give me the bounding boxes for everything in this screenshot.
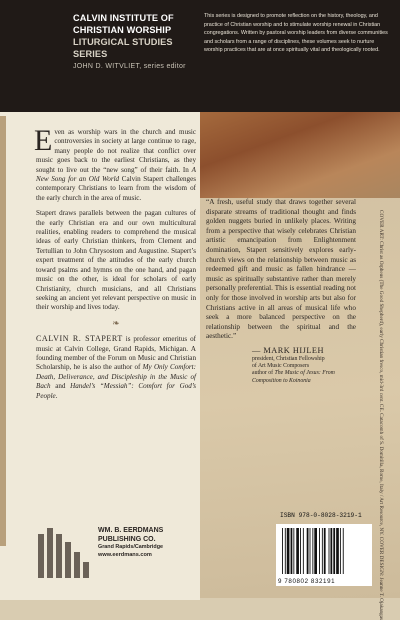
barcode-digits: 9 780802 832191: [278, 578, 336, 585]
endorsement-quote: [206, 198, 356, 385]
series-band: [0, 0, 400, 112]
quote-author: — MARK HIJLEH: [252, 345, 324, 355]
blurb-p1-book-title: A New Song for an Old World: [36, 165, 196, 184]
bio-end: .: [55, 391, 58, 400]
author-name: CALVIN R. STAPERT: [36, 334, 123, 344]
series-title-block: [73, 12, 203, 70]
author-bio: [36, 334, 196, 401]
bio-book-2: Handel’s “Messiah”: Comfort for God’s People: [36, 382, 197, 400]
bio-book-1: My Only Comfort: Death, Deliverance, and Discipleship in the Music of Bach: [36, 363, 196, 391]
series-editor: JOHN D. WITVLIET, series editor: [73, 63, 186, 70]
quote-affiliation-1: president, Christian Fellowship: [252, 355, 325, 362]
barcode-bar: [324, 528, 326, 574]
quote-affil-prefix: author of: [252, 370, 275, 377]
barcode-bar: [322, 528, 323, 574]
quote-affiliation-2: of Art Music Composers: [252, 362, 310, 369]
barcode-bar: [300, 528, 301, 574]
barcode-bar: [314, 528, 317, 574]
spine-strip: [0, 116, 6, 546]
publisher-city: Grand Rapids/Cambridge: [98, 544, 163, 550]
barcode-bar: [329, 528, 330, 574]
fresco-image: [200, 112, 400, 198]
blurb-p1-text: ven as worship wars in the church and music controversies in society at large continue to rage, many people do not realize that conflict over music goes back to the earliest Christians, as they sought to live out the “new song” of their faith. In: [36, 128, 196, 174]
barcode-bar: [293, 528, 294, 574]
back-cover-blurb: [34, 124, 197, 407]
blurb-p1-text-2: Calvin Stapert challenges contemporary Christians to learn from the wisdom of the early church in the area of music.: [36, 175, 196, 202]
bio-and: and: [50, 382, 71, 391]
barcode-bar: [330, 528, 332, 574]
barcode-bar: [340, 528, 341, 574]
barcode-area: [276, 524, 372, 586]
barcode-bar: [296, 528, 299, 574]
publisher-name-line-2: PUBLISHING CO.: [98, 536, 156, 543]
barcode-bar: [310, 528, 311, 574]
publisher-name-line-1: WM. B. EERDMANS: [98, 527, 164, 534]
barcode-bar: [291, 528, 293, 574]
barcode-bar: [303, 528, 304, 574]
barcode-icon: [276, 524, 372, 578]
series-title-line-2: CHRISTIAN WORSHIP: [73, 25, 172, 35]
publisher-url: www.eerdmans.com: [98, 552, 152, 558]
eerdmans-logo-icon: [36, 522, 94, 580]
barcode-bar: [319, 528, 320, 574]
quote-affil-book: The Music of Jesus: From Composition to Koinonia: [252, 370, 335, 384]
barcode-bar: [307, 528, 309, 574]
barcode-bar: [285, 528, 286, 574]
barcode-bar: [282, 528, 283, 574]
series-title-line-1: CALVIN INSTITUTE OF: [73, 13, 174, 23]
series-title-line-3: LITURGICAL STUDIES SERIES: [73, 37, 173, 59]
quote-text: “A fresh, useful study that draws together several disparate streams of traditional thought and finds golden nuggets buried in unlikely places. Writing from a perspective that wisely celebrates Christian artistic emancipation from Enlightenment domination, Stapert sensitively explores early-church views on the relationship between music as redeemed gift and music as fallen hindrance — music as spiritually substantive rather than merely personally preferential. This is essential reading not only for those involved in worship arts but also for Christians active in all areas of musical life who seek a more balanced perspective on the relationship between the spiritual and the aesthetic.”: [206, 198, 356, 341]
blurb-paragraph-2: Stapert draws parallels between the pagan cultures of the early Christian era and our own multicultural realities, enabling readers to comprehend the musical ideas of early Christian thinkers, from Clement and Tertullian to John Chrysostom and Augustine. Stapert’s expert treatment of the attitudes of the early church toward psalms and hymns on the one hand, and pagan music on the other, is ideal for scholars of early Christianity, church musicians, and all Christians seeking an ancient yet relevant perspective on music in their worship and lives today.: [36, 209, 196, 312]
barcode-bar: [336, 528, 339, 574]
series-description: This series is designed to promote reflection on the history, theology, and practice of Christian worship and to stimulate worship renewal in Christian congregations. Written by pastoral worship leaders from diverse communities and scholars from a range of disciplines, these volumes seek to nurture worship practices that are at once spiritually vital and theologically rooted.: [204, 13, 388, 53]
blurb-paragraph-1: [34, 124, 196, 203]
ornament-icon: ❧: [112, 317, 120, 328]
cover-credit: [370, 210, 386, 620]
barcode-bar: [287, 528, 290, 574]
barcode-bar: [333, 528, 335, 574]
isbn-label: ISBN 978-0-8028-3219-1: [280, 512, 362, 519]
publisher-name: [98, 526, 188, 559]
quote-affiliation-3: [252, 370, 356, 385]
drop-cap: E: [34, 124, 53, 157]
bio-text-1: is professor emeritus of music at Calvin College, Grand Rapids, Michigan. A founding member of the Forum on Music and Christian Scholarship, he is also the author of: [36, 335, 196, 372]
barcode-bar: [343, 528, 344, 574]
cover-credit-text: COVER ART: Christ as Orpheus (The Good Shepherd), early Christian fresco, mid-3rd cent. CE. Catacomb of S. Domitilla, Rome, Italy / Art Resource, NY. COVER DESIGN: Jeanne T. Ojakangas: [378, 210, 384, 620]
barcode-bar: [312, 528, 313, 574]
